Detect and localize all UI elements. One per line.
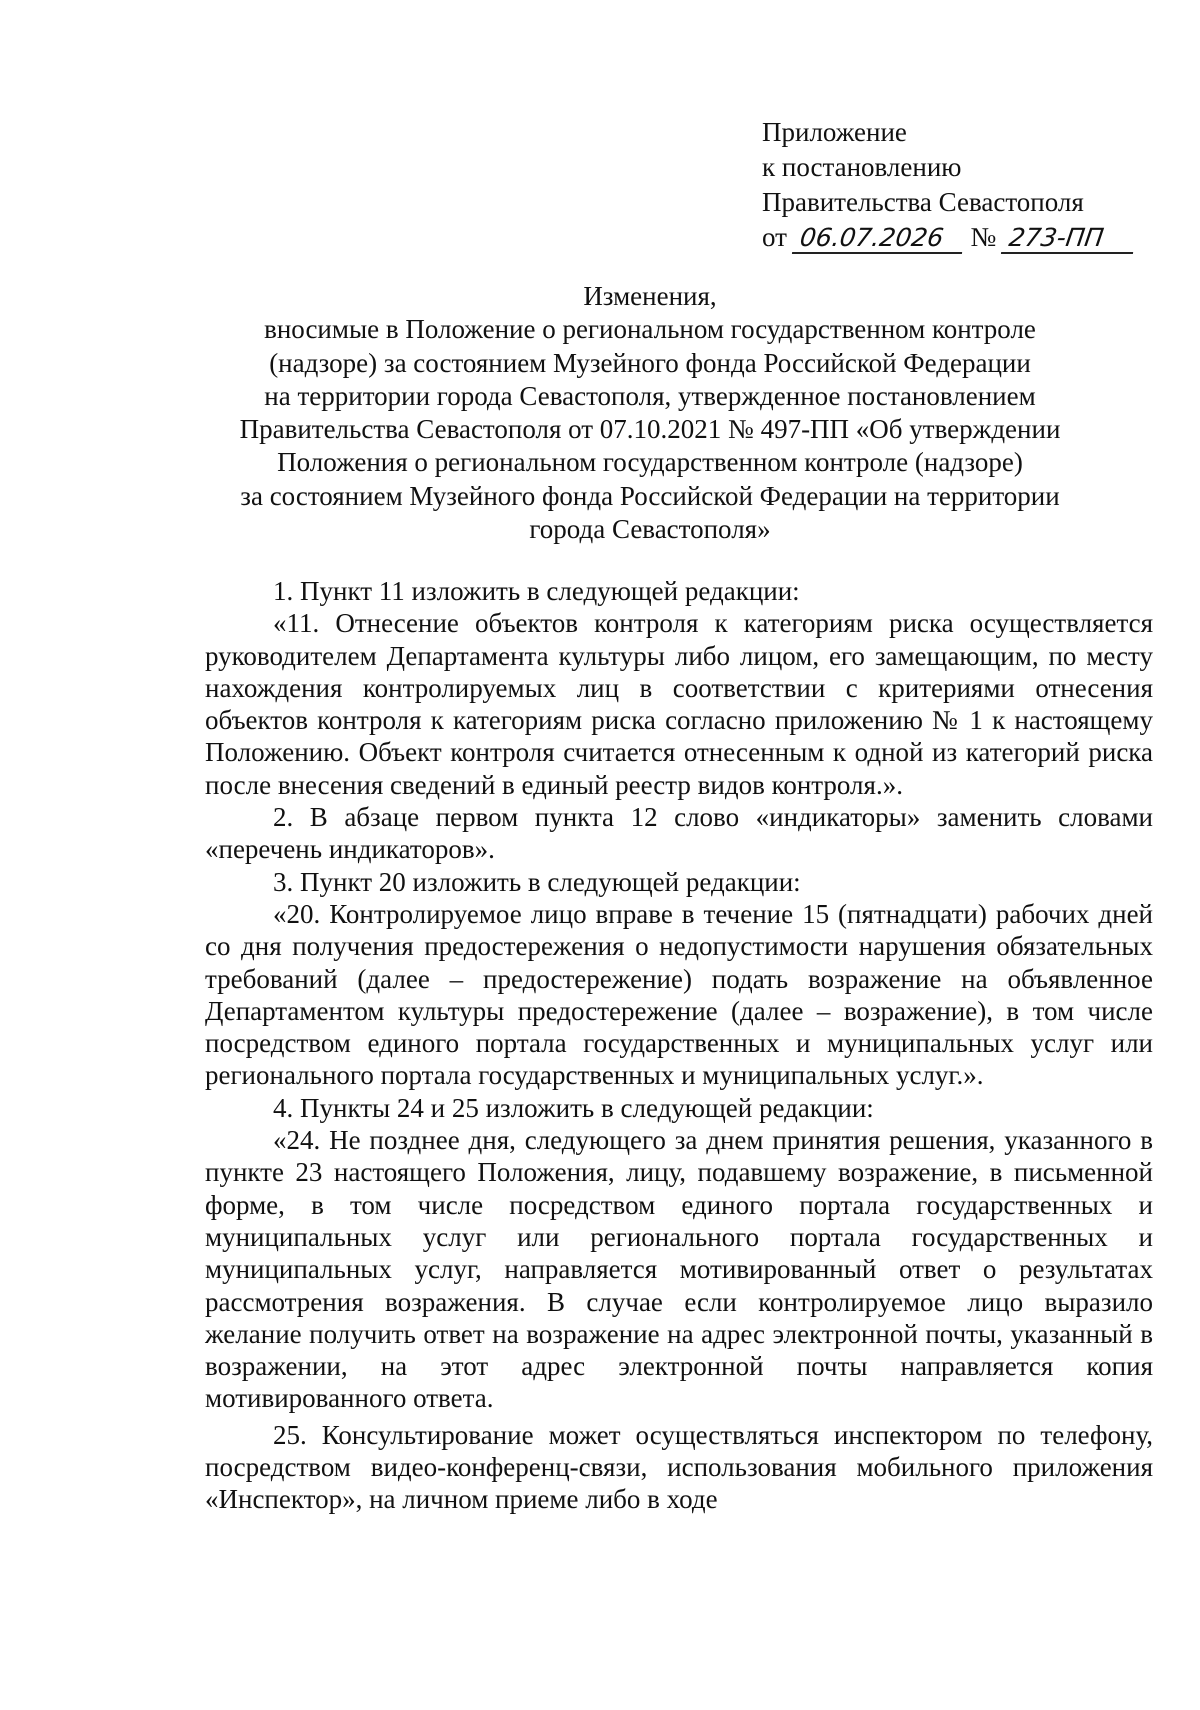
paragraph-quote-11: «11. Отнесение объектов контроля к категориям риска осуществляется руководителем Департамента культуры либо лицом, его замещающим, по месту нахождения контролируемых лиц в соответствии с критериями отнесения объектов контроля к категориям риска согласно приложению № 1 к настоящему Положению. Объект контроля считается отнесенным к одной из категорий риска после внесения сведений в единый реестр видов контроля.». <box>205 608 1153 800</box>
paragraph-25: 25. Консультирование может осуществляться инспектором по телефону, посредством видео-конференц-связи, использования мобильного приложения «Инспектор», на личном приеме либо в ходе <box>205 1419 1153 1515</box>
from-prefix: от <box>762 222 787 252</box>
title-line: (надзоре) за состоянием Музейного фонда Российской Федерации <box>269 347 1031 378</box>
attachment-line-3: Правительства Севастополя <box>762 187 1084 217</box>
document-title <box>170 280 1130 546</box>
document-body <box>205 575 1153 1516</box>
handwritten-number: 273-ПП <box>1001 224 1137 254</box>
paragraph-item-3: 3. Пункт 20 изложить в следующей редакции: <box>273 866 801 897</box>
title-line: вносимые в Положение о региональном государственном контроле <box>264 314 1036 345</box>
title-line: на территории города Севастополя, утвержденное постановлением <box>264 380 1036 411</box>
title-heading: Изменения, <box>583 281 717 311</box>
title-line: Положения о региональном государственном контроле (надзоре) <box>277 447 1023 478</box>
title-line: за состоянием Музейного фонда Российской Федерации на территории <box>240 480 1060 511</box>
paragraph-item-4: 4. Пункты 24 и 25 изложить в следующей редакции: <box>273 1092 874 1123</box>
paragraph-item-2: 2. В абзаце первом пункта 12 слово «индикаторы» заменить словами «перечень индикаторов». <box>205 802 1153 865</box>
paragraph-quote-20: «20. Контролируемое лицо вправе в течение 15 (пятнадцати) рабочих дней со дня получения предостережения о недопустимости нарушения обязательных требований (далее – предостережение) подать возражение на объявленное Департаментом культуры предостережение (далее – возражение), в том числе посредством единого портала государственных и муниципальных услуг или регионального портала государственных и муниципальных услуг.». <box>205 898 1153 1091</box>
title-line: города Севастополя» <box>529 514 771 545</box>
handwritten-date: 06.07.2026 <box>792 224 966 254</box>
number-prefix: № <box>970 222 997 252</box>
paragraph-quote-24: «24. Не позднее дня, следующего за днем принятия решения, указанного в пункте 23 настоящего Положения, лицу, подавшему возражение, в письменной форме, в том числе посредством единого портала государственных и муниципальных услуг или регионального портала государственных и муниципальных услуг, направляется мотивированный ответ о результатах рассмотрения возражения. В случае если контролируемое лицо выразило желание получить ответ на возражение на адрес электронной почты, указанный в возражении, на этот адрес электронной почты направляется копия мотивированного ответа. <box>205 1125 1153 1414</box>
attachment-block <box>762 115 1135 255</box>
attachment-date-line <box>762 220 1135 255</box>
title-line: Правительства Севастополя от 07.10.2021 № 497-ПП «Об утверждении <box>239 414 1061 445</box>
attachment-line-2: к постановлению <box>762 152 962 182</box>
attachment-line-1: Приложение <box>762 117 907 147</box>
paragraph-item-1: 1. Пункт 11 изложить в следующей редакции: <box>273 576 800 606</box>
